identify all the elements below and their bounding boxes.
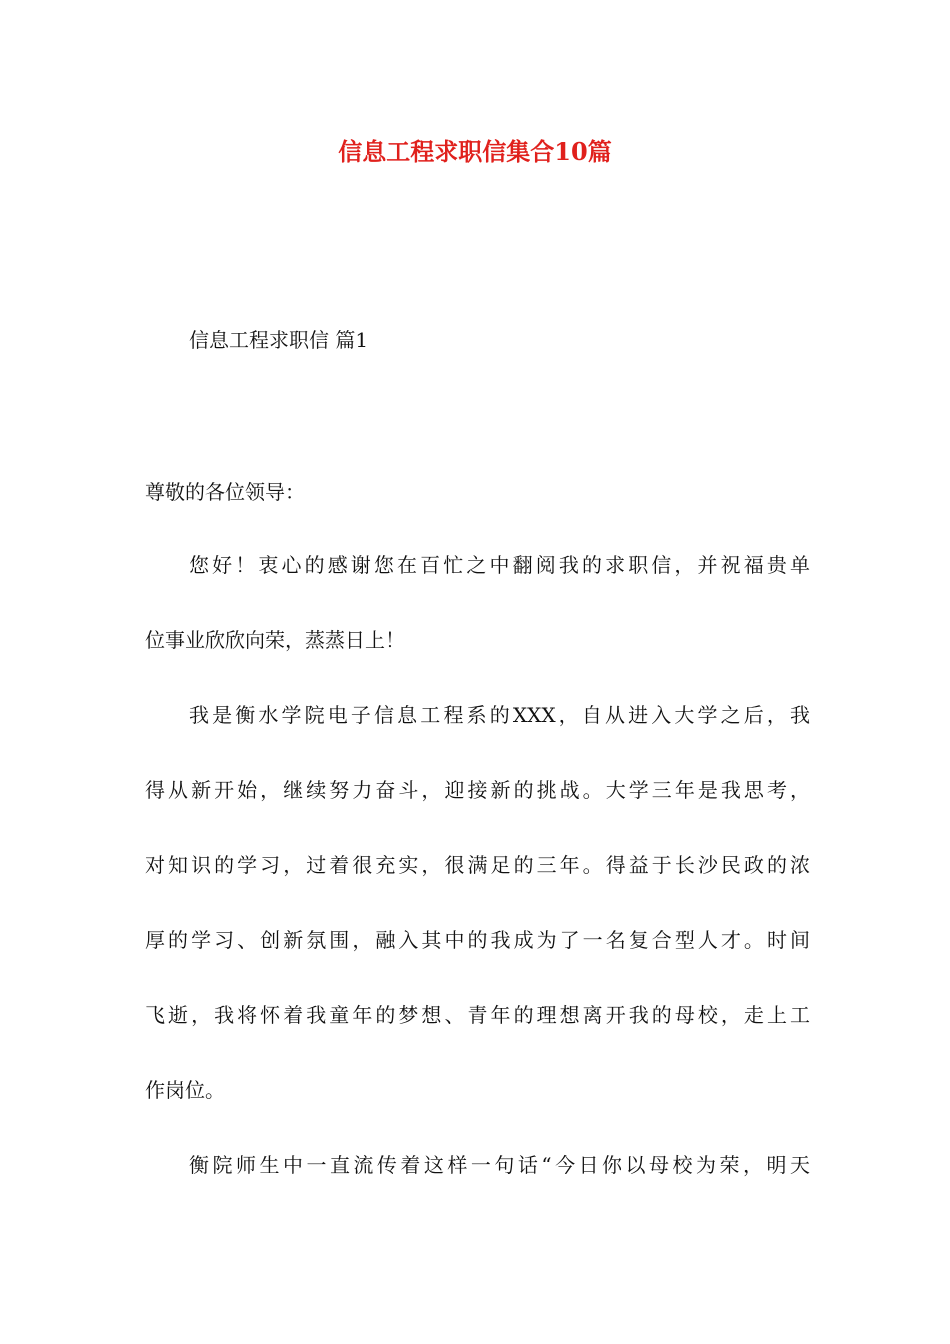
- paragraph-line: 位事业欣欣向荣，蒸蒸日上！: [145, 628, 405, 652]
- paragraph-line: 作岗位。: [145, 1078, 225, 1102]
- paragraph-line: 对知识的学习，过着很充实，很满足的三年。得益于长沙民政的浓: [145, 853, 810, 877]
- paragraph-line: 飞逝，我将怀着我童年的梦想、青年的理想离开我的母校，走上工: [145, 1003, 810, 1027]
- paragraph-line: 得从新开始，继续努力奋斗，迎接新的挑战。大学三年是我思考，: [145, 778, 810, 802]
- paragraph-line: 衡院师生中一直流传着这样一句话“今日你以母校为荣，明天: [189, 1153, 810, 1177]
- section-heading: 信息工程求职信 篇1: [189, 328, 369, 352]
- paragraph-line: 我是衡水学院电子信息工程系的XXX，自从进入大学之后，我: [189, 703, 810, 727]
- salutation: 尊敬的各位领导：: [145, 480, 305, 504]
- paragraph-line: 您好！衷心的感谢您在百忙之中翻阅我的求职信，并祝福贵单: [189, 553, 810, 577]
- document-title: 信息工程求职信集合10篇: [338, 137, 612, 166]
- paragraph-line: 厚的学习、创新氛围，融入其中的我成为了一名复合型人才。时间: [145, 928, 810, 952]
